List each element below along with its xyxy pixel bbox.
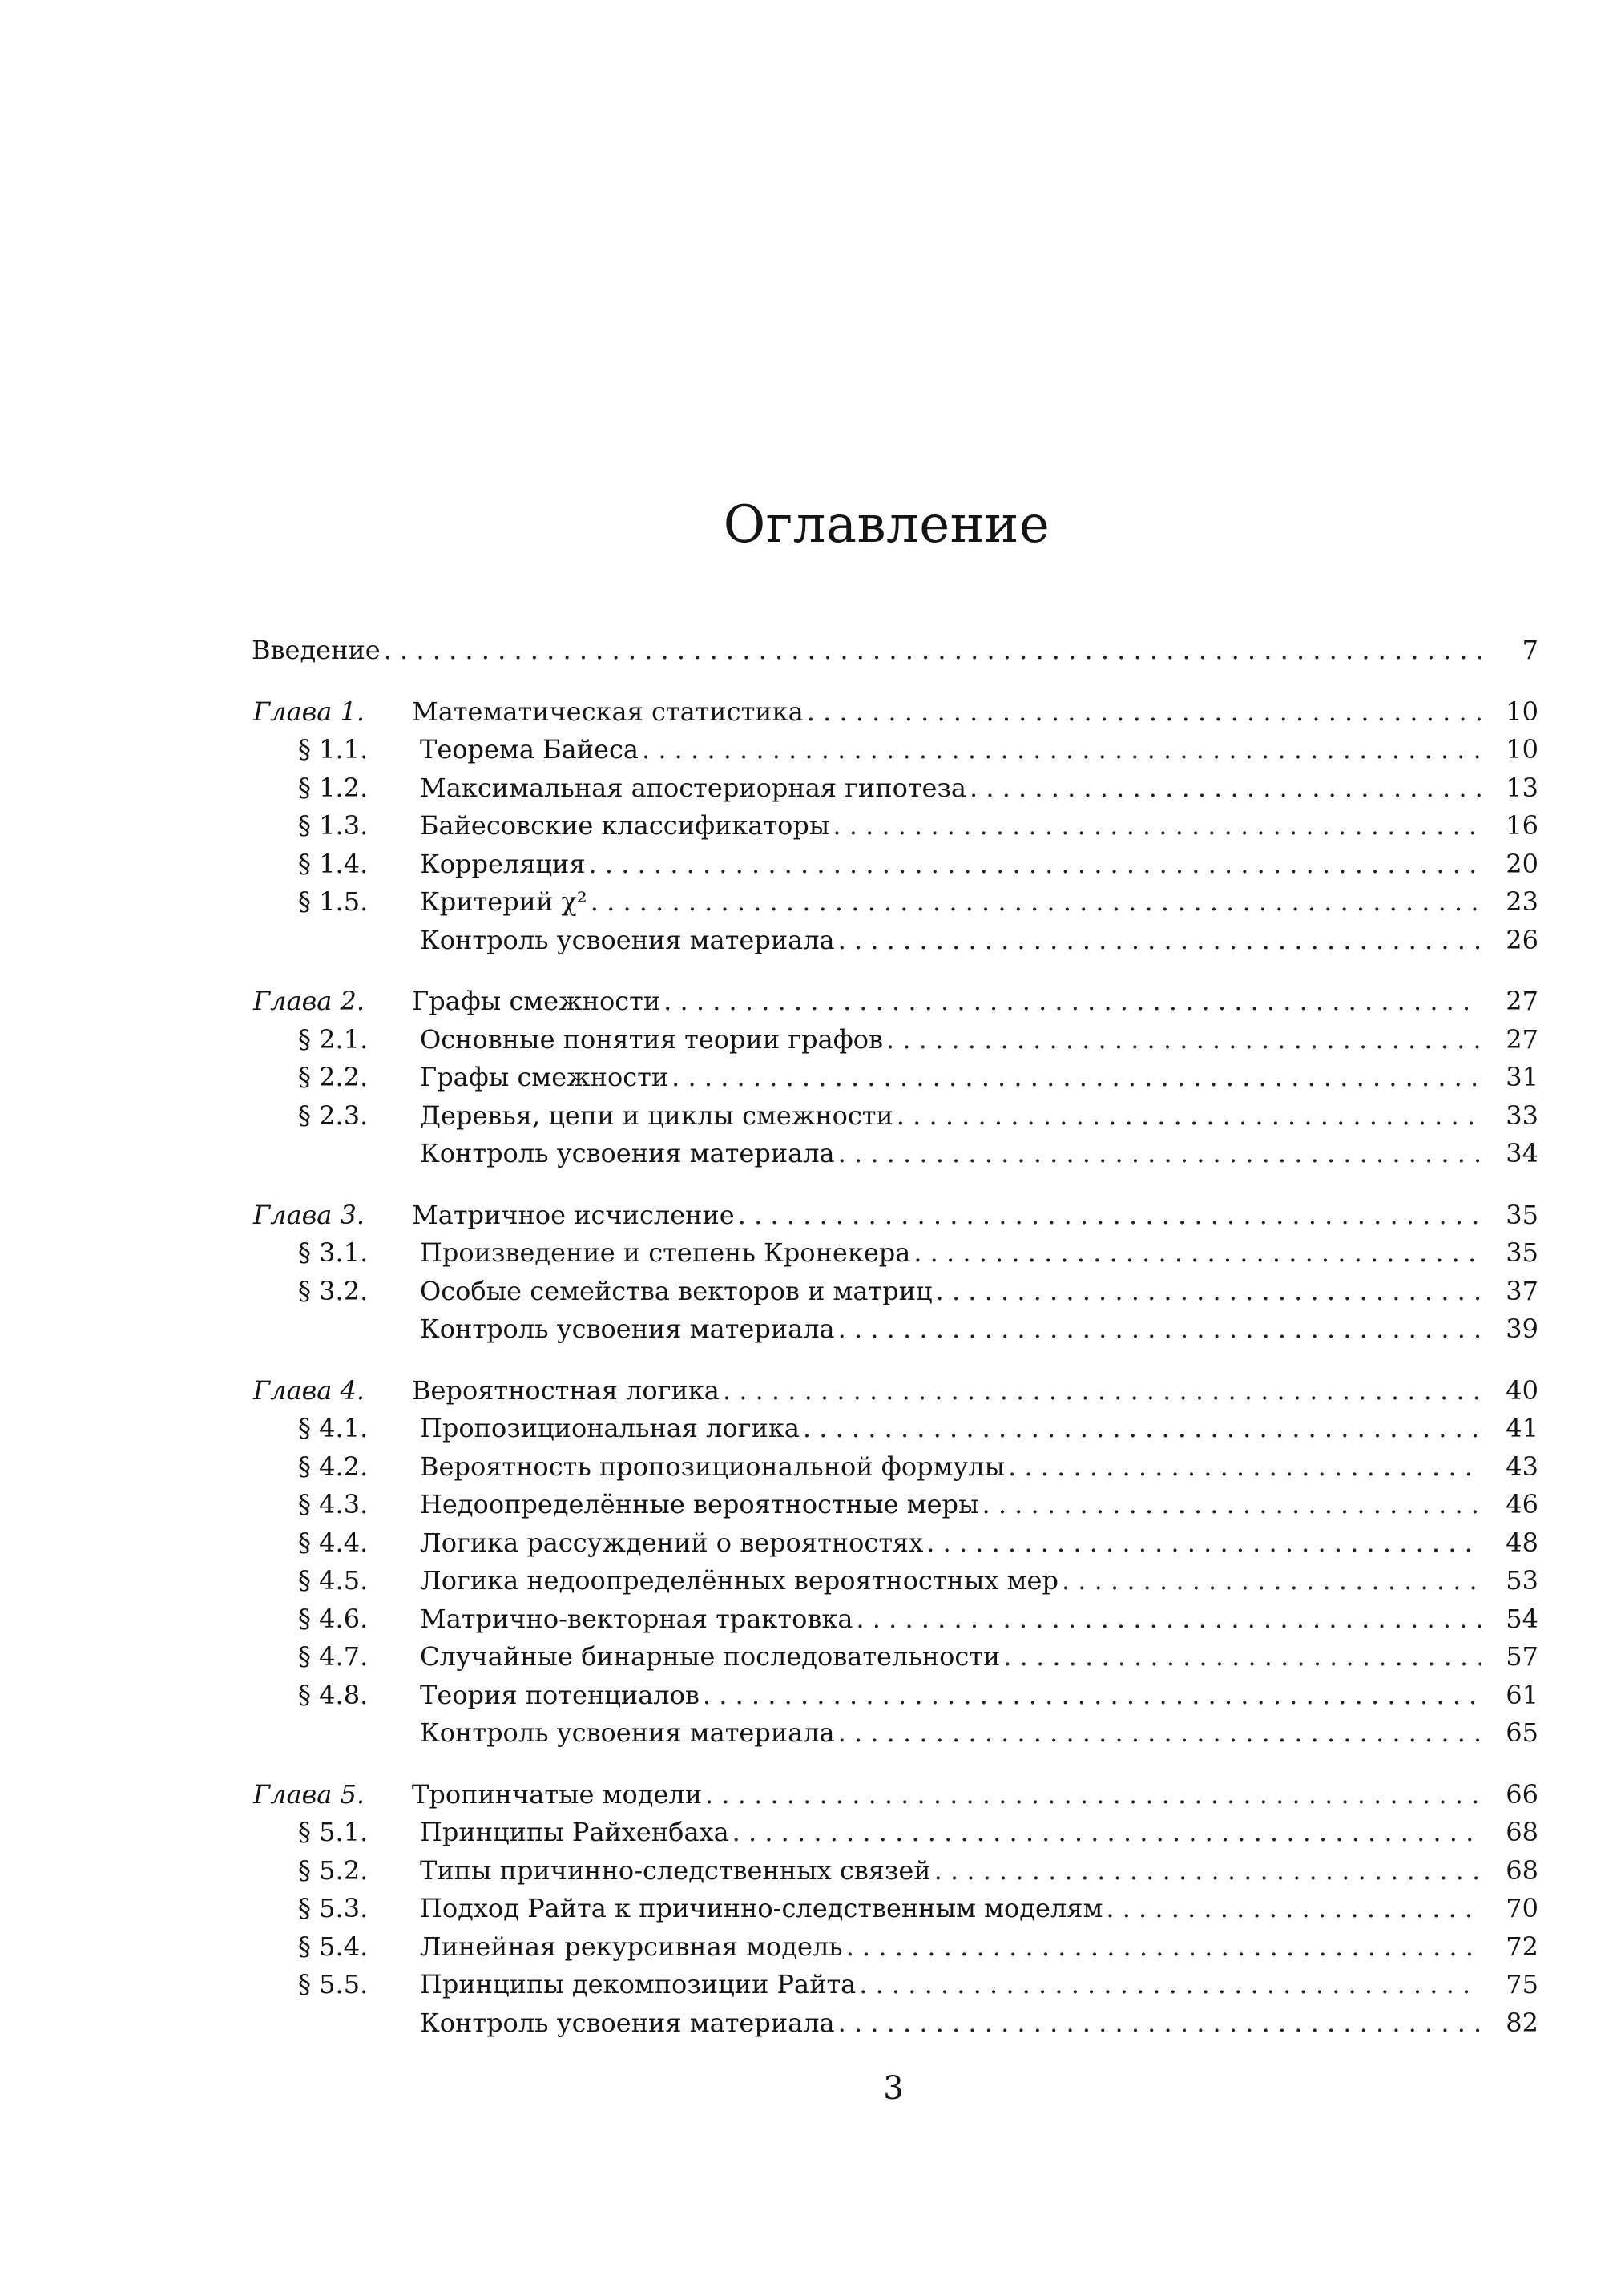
entry-page-number: 66 (1506, 1779, 1538, 1810)
entry-page-number: 70 (1506, 1893, 1538, 1923)
section-number: § 4.4. (298, 1527, 369, 1558)
dot-leader (1106, 1889, 1481, 1927)
toc-entry-row (0, 2003, 1613, 2042)
entry-page-number: 10 (1506, 696, 1538, 727)
chapter-label: Глава 1. (253, 696, 365, 727)
entry-title: Контроль усвоения материала (420, 1313, 835, 1344)
entry-title: Принципы Райхенбаха (420, 1817, 729, 1847)
toc-entry (420, 1096, 1481, 1135)
entry-page-number: 27 (1506, 1024, 1538, 1055)
section-number: § 5.4. (298, 1931, 369, 1962)
dot-leader (1008, 1447, 1481, 1486)
entry-title: Максимальная апостериорная гипотеза (420, 773, 966, 803)
entry-page-number: 48 (1506, 1527, 1538, 1558)
dot-leader (970, 769, 1481, 807)
toc-entry (420, 1134, 1481, 1172)
toc-entry (420, 1272, 1481, 1310)
entry-page-number: 46 (1506, 1489, 1538, 1519)
entry-title: Теория потенциалов (420, 1680, 700, 1710)
toc-entry-row (0, 1813, 1613, 1851)
dot-leader (589, 845, 1481, 883)
entry-title: Контроль усвоения материала (420, 925, 835, 955)
section-number: § 3.2. (298, 1276, 369, 1306)
entry-title: Случайные бинарные последовательности (420, 1641, 1001, 1672)
entry-page-number: 54 (1506, 1604, 1538, 1634)
entry-title: Графы смежности (412, 986, 661, 1016)
section-number: § 1.4. (298, 849, 369, 879)
toc-entry-row (0, 1637, 1613, 1676)
section-number: § 1.3. (298, 810, 369, 841)
toc-entry (420, 1523, 1481, 1562)
section-number: § 5.5. (298, 1969, 369, 1999)
entry-page-number: 31 (1506, 1062, 1538, 1092)
toc-entry-row (0, 1309, 1613, 1348)
entry-title: Вероятностная логика (412, 1375, 720, 1406)
toc-entry (420, 882, 1481, 921)
toc-chapter-row (0, 982, 1613, 1020)
dot-leader (642, 730, 1481, 769)
toc-entry-row (0, 921, 1613, 959)
section-number: § 4.2. (298, 1451, 369, 1482)
toc-entry-row (0, 1927, 1613, 1966)
entry-title: Контроль усвоения материала (420, 2007, 835, 2038)
entry-page-number: 61 (1506, 1680, 1538, 1710)
entry-page-number: 35 (1506, 1200, 1538, 1230)
toc-entry-row (0, 631, 1613, 669)
section-number: § 3.1. (298, 1237, 369, 1268)
dot-leader (723, 1371, 1481, 1410)
entry-page-number: 40 (1506, 1375, 1538, 1406)
toc-entry (420, 1409, 1481, 1447)
dot-leader (671, 1058, 1481, 1096)
toc-entry (420, 1637, 1481, 1676)
dot-leader (838, 1309, 1481, 1348)
dot-leader (838, 2003, 1481, 2042)
dot-leader (705, 1775, 1481, 1814)
page-title: Оглавление (723, 495, 1050, 555)
section-number: § 5.1. (298, 1817, 369, 1847)
toc-entry-row (0, 1713, 1613, 1752)
toc-entry-row (0, 1561, 1613, 1600)
toc-entry (420, 730, 1481, 769)
toc-entry (412, 1371, 1481, 1410)
dot-leader (936, 1272, 1481, 1310)
toc-entry (420, 1927, 1481, 1966)
toc-entry (420, 1851, 1481, 1890)
toc-chapter-row (0, 692, 1613, 731)
chapter-label: Глава 4. (253, 1375, 365, 1406)
toc-entry (420, 1965, 1481, 2003)
dot-leader (846, 1927, 1481, 1966)
entry-title: Контроль усвоения материала (420, 1138, 835, 1168)
toc-entry (420, 1233, 1481, 1272)
toc-entry (420, 1058, 1481, 1096)
entry-page-number: 53 (1506, 1565, 1538, 1596)
section-number: § 4.1. (298, 1413, 369, 1443)
chapter-label: Глава 2. (253, 986, 365, 1016)
toc-chapter-row (0, 1371, 1613, 1410)
entry-page-number: 68 (1506, 1855, 1538, 1886)
dot-leader (886, 1020, 1481, 1059)
section-number: § 1.2. (298, 773, 369, 803)
entry-page-number: 57 (1506, 1641, 1538, 1672)
dot-leader (663, 982, 1481, 1020)
toc-entry-row (0, 845, 1613, 883)
toc-entry-row (0, 769, 1613, 807)
entry-title: Логика недоопределённых вероятностных мер (420, 1565, 1059, 1596)
toc-entry-row (0, 1020, 1613, 1059)
entry-title: Принципы декомпозиции Райта (420, 1969, 857, 1999)
entry-title: Пропозициональная логика (420, 1413, 800, 1443)
toc-entry (420, 1713, 1481, 1752)
entry-page-number: 82 (1506, 2007, 1538, 2038)
entry-page-number: 26 (1506, 925, 1538, 955)
chapter-label: Глава 5. (253, 1779, 365, 1810)
toc-entry-row (0, 1851, 1613, 1890)
entry-page-number: 13 (1506, 773, 1538, 803)
section-number: § 5.3. (298, 1893, 369, 1923)
toc-entry-row (0, 1889, 1613, 1927)
dot-leader (934, 1851, 1481, 1890)
dot-leader (913, 1233, 1481, 1272)
entry-title: Тропинчатые модели (412, 1779, 703, 1810)
entry-title: Основные понятия теории графов (420, 1024, 884, 1055)
entry-title: Корреляция (420, 849, 586, 879)
dot-leader (803, 1409, 1481, 1447)
toc-entry-row (0, 1676, 1613, 1714)
toc-entry-row (0, 1523, 1613, 1562)
toc-entry (420, 2003, 1481, 2042)
toc-chapter-row (0, 1196, 1613, 1234)
toc-entry-row (0, 806, 1613, 845)
toc-entry-row (0, 1600, 1613, 1638)
entry-page-number: 68 (1506, 1817, 1538, 1847)
section-number: § 4.5. (298, 1565, 369, 1596)
toc-entry-row (0, 882, 1613, 921)
entry-title: Байесовские классификаторы (420, 810, 830, 841)
toc-entry (420, 1600, 1481, 1638)
toc-entry-row (0, 1058, 1613, 1096)
dot-leader (982, 1485, 1481, 1523)
toc-entry (420, 1676, 1481, 1714)
entry-title: Подход Райта к причинно-следственным моделям (420, 1893, 1103, 1923)
section-number: § 4.7. (298, 1641, 369, 1672)
entry-page-number: 37 (1506, 1276, 1538, 1306)
toc-entry (252, 631, 1481, 669)
dot-leader (897, 1096, 1481, 1135)
dot-leader (807, 692, 1481, 731)
dot-leader (838, 1134, 1481, 1172)
entry-title: Контроль усвоения материала (420, 1717, 835, 1748)
dot-leader (1062, 1561, 1481, 1600)
entry-title: Математическая статистика (412, 696, 804, 727)
entry-title: Деревья, цепи и циклы смежности (420, 1100, 893, 1131)
section-number: § 2.2. (298, 1062, 369, 1092)
dot-leader (838, 921, 1481, 959)
toc-entry (420, 1561, 1481, 1600)
entry-title: Линейная рекурсивная модель (420, 1931, 843, 1962)
toc-entry-row (0, 1409, 1613, 1447)
toc-entry-row (0, 1447, 1613, 1486)
entry-title: Логика рассуждений о вероятностях (420, 1527, 924, 1558)
entry-title: Вероятность пропозициональной формулы (420, 1451, 1006, 1482)
entry-page-number: 34 (1506, 1138, 1538, 1168)
page-number: 3 (883, 2070, 904, 2107)
toc-entry (420, 1447, 1481, 1486)
toc-entry (420, 921, 1481, 959)
dot-leader (859, 1965, 1481, 2003)
entry-page-number: 23 (1506, 886, 1538, 917)
dot-leader (833, 806, 1481, 845)
entry-page-number: 7 (1522, 635, 1538, 665)
toc-entry-row (0, 1272, 1613, 1310)
dot-leader (591, 882, 1481, 921)
dot-leader (732, 1813, 1481, 1851)
entry-page-number: 65 (1506, 1717, 1538, 1748)
entry-title: Произведение и степень Кронекера (420, 1237, 911, 1268)
dot-leader (856, 1600, 1481, 1638)
toc-chapter-row (0, 1775, 1613, 1814)
toc-entry (420, 1889, 1481, 1927)
dot-leader (738, 1196, 1481, 1234)
toc-entry (412, 982, 1481, 1020)
entry-title: Матричное исчисление (412, 1200, 735, 1230)
toc-entry (412, 1775, 1481, 1814)
entry-title: Введение (252, 635, 381, 665)
section-number: § 4.8. (298, 1680, 369, 1710)
dot-leader (384, 631, 1481, 669)
toc-entry (420, 769, 1481, 807)
toc-entry (420, 845, 1481, 883)
entry-page-number: 39 (1506, 1313, 1538, 1344)
dot-leader (1003, 1637, 1481, 1676)
toc-entry-row (0, 1233, 1613, 1272)
section-number: § 1.1. (298, 734, 369, 765)
dot-leader (838, 1713, 1481, 1752)
section-number: § 4.3. (298, 1489, 369, 1519)
entry-title: Особые семейства векторов и матриц (420, 1276, 933, 1306)
toc-entry (412, 692, 1481, 731)
toc-entry (420, 806, 1481, 845)
entry-title: Типы причинно-следственных связей (420, 1855, 931, 1886)
section-number: § 1.5. (298, 886, 369, 917)
entry-title: Недоопределённые вероятностные меры (420, 1489, 979, 1519)
entry-title: Графы смежности (420, 1062, 669, 1092)
entry-page-number: 16 (1506, 810, 1538, 841)
toc-entry (420, 1813, 1481, 1851)
entry-page-number: 10 (1506, 734, 1538, 765)
entry-page-number: 20 (1506, 849, 1538, 879)
entry-page-number: 27 (1506, 986, 1538, 1016)
toc-entry (420, 1020, 1481, 1059)
section-number: § 2.1. (298, 1024, 369, 1055)
entry-page-number: 35 (1506, 1237, 1538, 1268)
entry-title: Матрично-векторная трактовка (420, 1604, 853, 1634)
toc-entry-row (0, 1134, 1613, 1172)
entry-page-number: 33 (1506, 1100, 1538, 1131)
toc-entry (412, 1196, 1481, 1234)
entry-page-number: 43 (1506, 1451, 1538, 1482)
toc-entry-row (0, 1485, 1613, 1523)
dot-leader (926, 1523, 1481, 1562)
entry-title: Теорема Байеса (420, 734, 639, 765)
toc-entry-row (0, 1965, 1613, 2003)
toc-entry (420, 1309, 1481, 1348)
section-number: § 4.6. (298, 1604, 369, 1634)
toc-entry-row (0, 730, 1613, 769)
entry-page-number: 41 (1506, 1413, 1538, 1443)
entry-page-number: 72 (1506, 1931, 1538, 1962)
entry-title: Критерий χ² (420, 886, 587, 917)
section-number: § 5.2. (298, 1855, 369, 1886)
toc-entry-row (0, 1096, 1613, 1135)
toc-entry (420, 1485, 1481, 1523)
section-number: § 2.3. (298, 1100, 369, 1131)
dot-leader (703, 1676, 1481, 1714)
chapter-label: Глава 3. (253, 1200, 365, 1230)
entry-page-number: 75 (1506, 1969, 1538, 1999)
